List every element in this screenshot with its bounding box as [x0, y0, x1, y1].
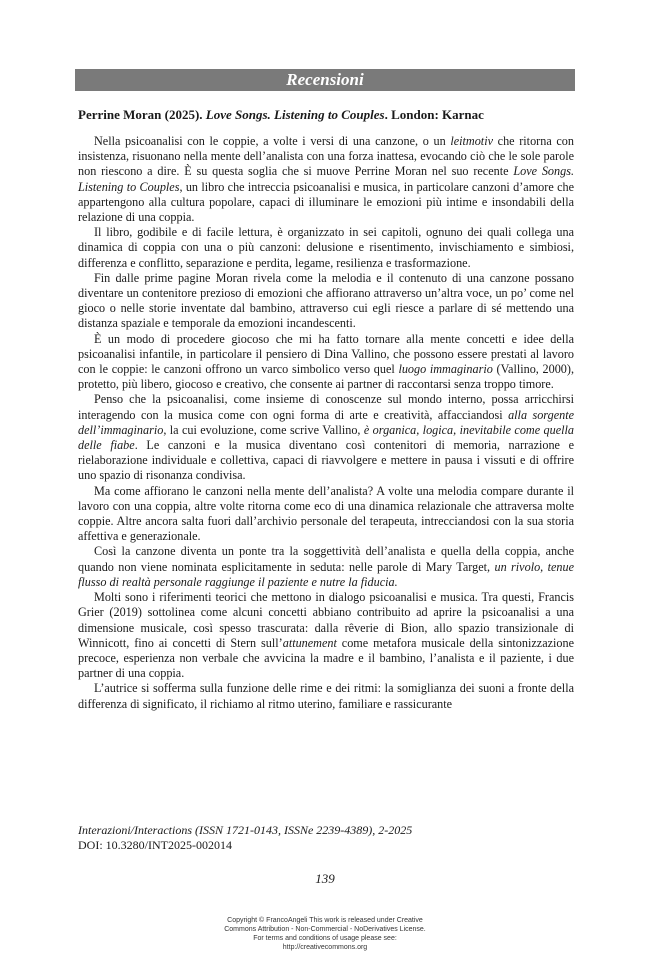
paragraph-text: Penso che la psicoanalisi, come insieme di conoscenze sul mondo interno, possa arricchirsi interagendo con la musica come con ogni forma di arte e creatività, affacciandosi	[78, 392, 574, 422]
body-paragraph	[78, 134, 574, 225]
body-paragraph	[78, 332, 574, 393]
paragraph-text: come metafora musicale della sintonizzazione precoce, esperienza non verbale che avvicina la madre e il bambino, l’analista e il paziente, i due partner di una coppia.	[78, 635, 574, 681]
body-paragraph	[78, 484, 574, 545]
paragraph-text: Ma come affiorano le canzoni nella mente dell’analista? A volte una melodia compare durante il lavoro con una coppia, altre volte ritorna come eco di una dinamica relazionale che attraversa molte coppie. Altre ancora salta fuori dall’archivio personale del terapeuta, intrecciandosi con la sua storia affettiva e generazionale.	[78, 483, 574, 544]
paragraph-text: Il libro, godibile e di facile lettura, è organizzato in sei capitoli, ognuno dei quali collega una dinamica di coppia con una o più canzoni: delusione e risentimento, invischiamento e simbiosi, differenza e conflitto, separazione e perdita, legame, resilienza e trasformazione.	[78, 225, 574, 270]
book-citation	[78, 107, 574, 123]
body-paragraph	[78, 271, 574, 332]
license-line: For terms and conditions of usage please see:	[253, 935, 397, 942]
italic-text: alla sorgente dell’immaginario	[78, 407, 574, 437]
paragraph-text: , un libro che intreccia psicoanalisi e musica, in particolare canzoni d’amore che appartengono alla cultura popolare, capaci di illuminare le emozioni più intime e insondabili della relazione di una coppia.	[78, 179, 574, 225]
paragraph-text: che ritorna con insistenza, risuonano nella mente dell’analista con una forza inattesa, evocando ciò che le sole parole non riescono a dire. È su questa soglia che si muove Perrine Moran nel suo recente	[78, 134, 574, 179]
journal-info	[78, 823, 574, 853]
paragraph-text: Fin dalle prime pagine Moran rivela come la melodia e il contenuto di una canzone possano diventare un contenitore prezioso di emozioni che affiorano attraverso un’altra voce, un po’ come nel gioco o nelle storie inventate dal bambino, attraverso cui egli riesce a parlare di sé mettendo una distanza spaziale e temporale da emozioni incandescenti.	[78, 270, 574, 331]
body-paragraph	[78, 544, 574, 590]
license-line: Copyright © FrancoAngeli This work is released under Creative	[227, 917, 423, 924]
citation-publisher: . London: Karnac	[384, 107, 484, 122]
paragraph-text: , la cui evoluzione, come scrive Vallino,	[163, 422, 364, 437]
italic-text: Love Songs. Listening to Couples	[78, 164, 574, 194]
paragraph-text: Così la canzone diventa un ponte tra la soggettività dell’analista e quella della coppia, anche quando non viene nominata esplicitamente in seduta: nelle parole di Mary Target,	[78, 544, 574, 574]
license-line: Commons Attribution - Non-Commercial - NoDerivatives License.	[224, 926, 426, 933]
body-paragraph	[78, 392, 574, 483]
italic-text: luogo immaginario	[398, 362, 493, 377]
paragraph-text: È un modo di procedere giocoso che mi ha fatto tornare alla mente concetti e idee della psicoanalisi infantile, in particolare il pensiero di Dina Vallino, che possono essere prestati al lavoro con le coppie: le canzoni offrono un varco simbolico verso quel	[78, 331, 574, 377]
body-paragraph	[78, 681, 574, 711]
body-paragraph	[78, 225, 574, 271]
citation-book-title: Love Songs. Listening to Couples	[205, 107, 385, 122]
italic-text: un rivolo, tenue flusso di realtà personale raggiunge il paziente e nutre la fiducia.	[78, 559, 574, 589]
body-paragraph	[78, 590, 574, 681]
license-link[interactable]: http://creativecommons.org	[282, 944, 368, 951]
journal-title: Interazioni/Interactions (ISSN 1721-0143, ISSNe 2239-4389), 2-2025	[78, 823, 413, 837]
paragraph-text: . Le canzoni e la musica diventano così contenitori di memoria, narrazione e rielaborazione individuale e collettiva, capaci di riavvolgere e mettere in pausa i vissuti e di offrire uno spazio di risonanza condivisa.	[78, 438, 575, 483]
italic-text: attunement	[282, 635, 337, 650]
paragraph-text: (Vallino, 2000), protetto, più libero, giocoso e creativo, che consente ai partner di raccontarsi senza troppo timore.	[78, 362, 575, 392]
italic-text: leitmotiv	[450, 134, 493, 148]
section-header: Recensioni	[75, 69, 575, 91]
paragraph-text: L’autrice si sofferma sulla funzione delle rime e dei ritmi: la somiglianza dei suoni a fronte della differenza di significato, il richiamo al ritmo uterino, familiare e rassicurante	[78, 681, 574, 711]
paragraph-text: Nella psicoanalisi con le coppie, a volte i versi di una canzone, o un	[94, 134, 451, 148]
license-notice	[0, 916, 650, 952]
journal-doi: DOI: 10.3280/INT2025-002014	[78, 838, 232, 852]
review-body	[78, 134, 574, 712]
paragraph-text: Molti sono i riferimenti teorici che mettono in dialogo psicoanalisi e musica. Tra questi, Francis Grier (2019) sottolinea come alcuni concetti abbiano contribuito ad aprire la psicoanalisi a una dimensione musicale, così spesso trascurata: dalla rêverie di Bion, allo spazio transizionale di Winnicott, fino ai concetti di Stern sull’	[78, 590, 574, 650]
page-number: 139	[315, 871, 335, 886]
italic-text: è organica, logica, inevitabile come quella delle fiabe	[78, 422, 574, 453]
citation-authors-year: Perrine Moran (2025).	[78, 107, 206, 122]
